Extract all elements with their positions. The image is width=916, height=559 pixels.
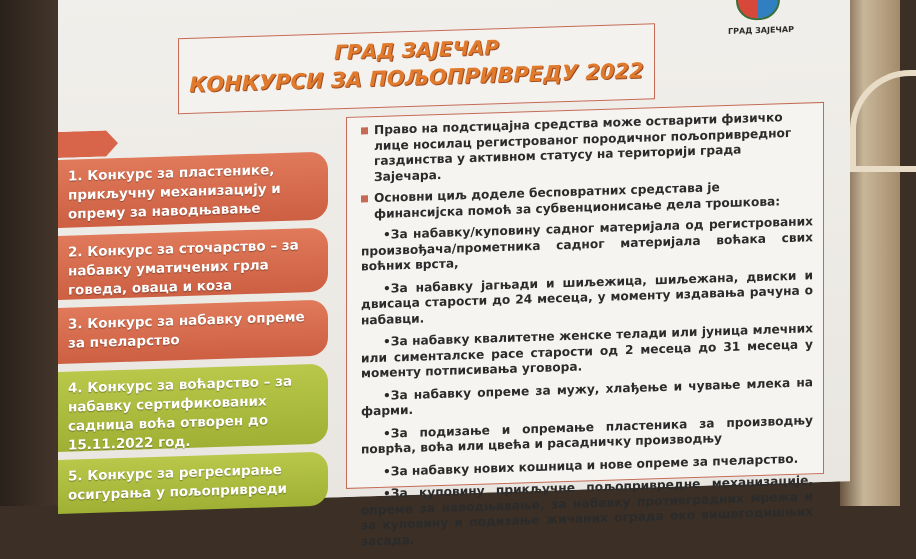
coat-of-arms-icon: [736, 0, 780, 21]
city-title: ГРАД ЗАЈЕЧАР: [334, 35, 499, 65]
title-box: [178, 23, 655, 114]
projection-screen: [58, 0, 850, 548]
logo-text: ГРАД ЗАЈЕЧАР: [728, 24, 794, 36]
city-logo: [728, 0, 794, 36]
tab-contest-5: [58, 452, 328, 514]
tab-contest-3: [58, 300, 328, 364]
bullet-text: Право на подстицајна средства може остварити физичко лице носилац регистрованог породичног пољопривредног газдинства у активном статусу на територији града Зајечара.: [374, 110, 792, 184]
bullet-text: Основни циљ доделе бесповратних средстава је финансијска помоћ за субвенционисање дела трошкова:: [374, 180, 781, 221]
list-item: •За набавку нових кошница и нове опреме за пчеларство.: [383, 451, 799, 479]
list-item: •За набавку/куповину садног материјала од регистрованих произвођача/прометника садног материјала воћака свих воћних врста,: [361, 214, 813, 274]
tab-label: 2. Конкурс за сточарство – за набавку уматичених грла говеда, оваца и коза: [68, 237, 299, 299]
tab-contest-1: [58, 152, 328, 228]
slide-title: КОНКУРСИ ЗА ПОЉОПРИВРЕДУ 2022: [189, 58, 644, 97]
bullet-eligibility: [361, 109, 813, 185]
wall-arch: [850, 70, 916, 172]
square-bullet-icon: [361, 127, 368, 134]
list-item: •За набавку јагњади и шиљежица, шиљежана, двиски и двисаца старости до 24 месеца, у моменту издавања рачуна о набавци.: [361, 267, 813, 327]
content-panel: [346, 102, 824, 548]
list-item: •За набавку квалитетне женске телади или јуница млечних или сименталске расе старости од 2 месеца до 31 месеца у моменту потписивања уговора.: [361, 321, 813, 381]
tab-label: 1. Конкурс за пластенике, прикључну механизацију и опрему за наводњавање: [68, 162, 281, 223]
tab-label: 3. Конкурс за набавку опреме за пчеларство: [68, 309, 305, 352]
tab-label: 4. Конкурс за воћарство – за набавку сертификованих садница воћа отворен до 15.11.2022 год.: [68, 373, 293, 454]
tab-contest-4: [58, 364, 328, 452]
list-item: •За набавку опреме за мужу, хлађење и чување млека на фарми.: [361, 374, 813, 419]
list-item: •За куповину прикључне пољопривредне механизације, опреме за наводњавање, за набавку противградних мрежа и за куповину и подизање жичаних ограда око вишегодишњих засада.: [361, 473, 813, 548]
tab-contest-2: [58, 228, 328, 300]
list-item: •За подизање и опремање пластеника за производњу поврћа, воћа или цвећа и расадничку производњу: [361, 412, 813, 457]
tab-label: 5. Конкурс за регресирање осигурања у пољопривреди: [68, 461, 288, 504]
square-bullet-icon: [361, 195, 368, 202]
